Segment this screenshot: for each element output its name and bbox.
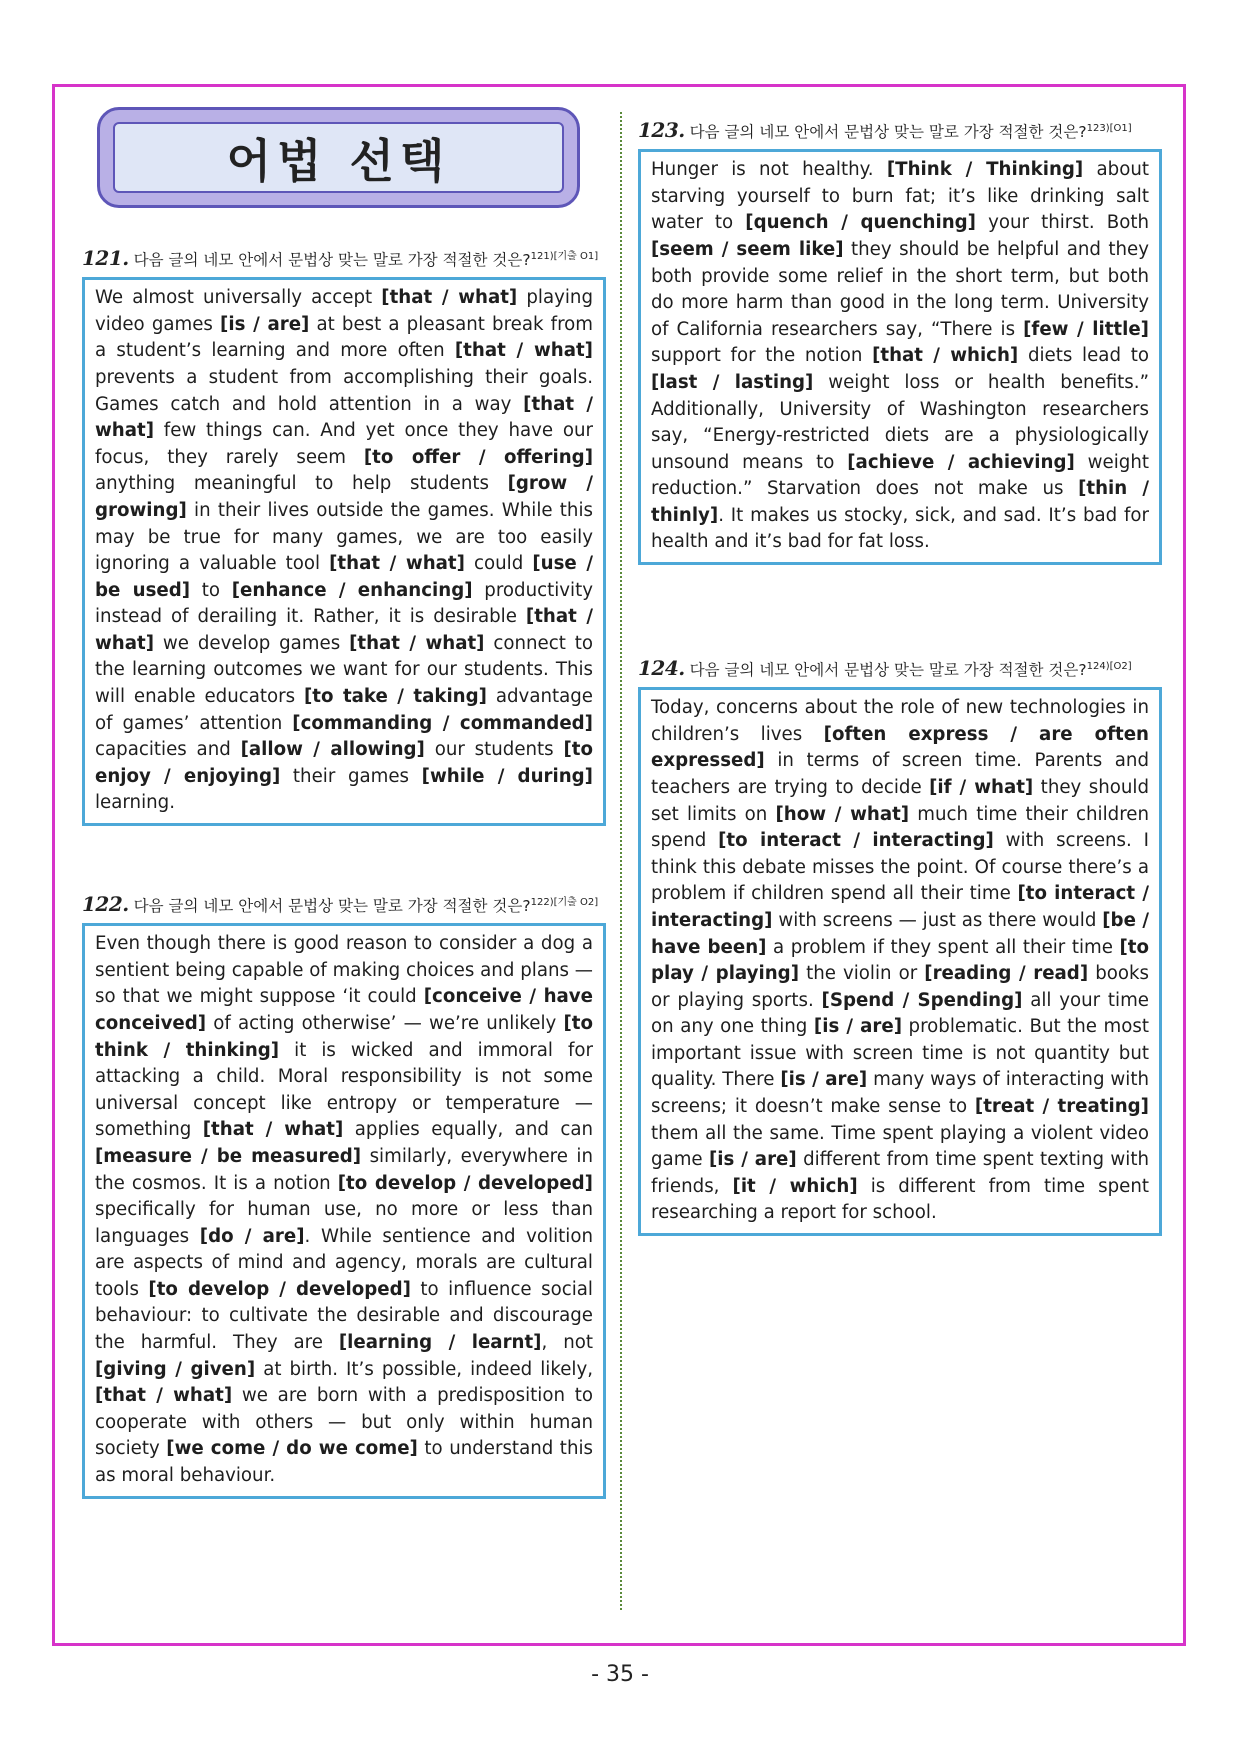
grammar-choice: [be / have been] xyxy=(651,909,1149,958)
passage-box xyxy=(638,687,1162,1236)
passage-text: , not xyxy=(541,1332,593,1354)
grammar-choice: [to interact / interacting] xyxy=(651,883,1149,931)
grammar-choice: [is / are] xyxy=(220,313,310,335)
question-number: 121. xyxy=(82,246,129,271)
passage-text: our students xyxy=(424,739,564,761)
grammar-choice: [is / are] xyxy=(780,1069,868,1091)
passage-box xyxy=(82,277,606,826)
passage-text: diets lead to xyxy=(1018,345,1149,367)
passage-text: specifically for human use, no more or less than languages xyxy=(95,1199,593,1247)
grammar-choice: [to develop / developed] xyxy=(148,1278,411,1300)
passage-text: the violin or xyxy=(799,963,925,985)
question-number: 122. xyxy=(82,892,129,917)
grammar-choice: [thin / thinly] xyxy=(651,478,1149,526)
grammar-choice: [Spend / Spending] xyxy=(821,989,1023,1011)
grammar-choice: [enhance / enhancing] xyxy=(231,579,473,601)
grammar-choice: [treat / treating] xyxy=(974,1096,1149,1118)
passage-text: of acting otherwise’ — we’re unlikely xyxy=(206,1012,564,1034)
passage-text: advantage of games’ attention xyxy=(95,686,594,734)
passage-text: many ways of interacting with screens; it doesn’t make sense to xyxy=(651,1069,1150,1118)
passage-text: productivity instead of derailing it. Rather, it is desirable xyxy=(95,579,593,628)
passage-text: with screens. I think this debate misses the point. Of course there’s a problem if children spend all their time xyxy=(651,830,1149,905)
passage-text: they should set limits on xyxy=(651,776,1150,825)
passage-text: anything meaningful to help students xyxy=(95,473,508,495)
section-banner-inner xyxy=(113,122,564,193)
passage-text: your thirst. Both xyxy=(975,212,1149,234)
passage-box xyxy=(638,149,1162,565)
passage-text: their games xyxy=(280,765,422,787)
question-header xyxy=(638,118,1162,143)
grammar-choice: [grow / growing] xyxy=(95,473,594,521)
grammar-choice: [giving / given] xyxy=(95,1358,256,1380)
grammar-choice: [how / what] xyxy=(775,803,910,825)
grammar-choice: [to think / thinking] xyxy=(95,1012,593,1061)
page-number: - 35 - xyxy=(591,1662,649,1687)
passage-text: to influence social behaviour: to cultivate the desirable and discourage the harmful. They are xyxy=(95,1278,593,1354)
grammar-choice: [we come / do we come] xyxy=(166,1438,418,1460)
grammar-choice: [to enjoy / enjoying] xyxy=(95,739,593,787)
passage-text: about starving yourself to burn fat; it’s like drinking salt water to xyxy=(651,159,1149,234)
question-prompt: 다음 글의 네모 안에서 문법상 맞는 말로 가장 적절한 것은? xyxy=(133,897,531,916)
grammar-choice: [that / what] xyxy=(95,393,593,442)
grammar-choice: [often express / are often expressed] xyxy=(651,723,1150,772)
passage-text: different from time spent texting with friends, xyxy=(651,1149,1149,1197)
passage-text: few things can. And yet once they have our focus, they rarely seem xyxy=(95,420,593,468)
question-ref: 121)[기출 O1] xyxy=(530,251,599,262)
grammar-choice: [that / what] xyxy=(202,1119,344,1141)
passage-text: Even though there is good reason to consider a dog a sentient being capable of making choices and plans — so that we might suppose ‘it could xyxy=(95,933,593,1008)
passage-text: playing video games xyxy=(95,287,594,335)
grammar-choice: [that / which] xyxy=(872,345,1019,367)
passage-text: with screens — just as there would xyxy=(772,909,1103,931)
grammar-choice: [allow / allowing] xyxy=(240,739,425,761)
grammar-choice: [quench / quenching] xyxy=(745,212,976,234)
question-ref: 123)[O1] xyxy=(1086,123,1132,134)
grammar-choice: [conceive / have conceived] xyxy=(95,986,594,1034)
grammar-choice: [achieve / achieving] xyxy=(847,451,1075,473)
passage-text: . It makes us stocky, sick, and sad. It’s bad for health and it’s bad for fat loss. xyxy=(651,504,1149,553)
question-header xyxy=(82,246,606,271)
passage-text: support for the notion xyxy=(651,345,873,367)
passage-text: problematic. But the most important issue with screen time is not quantity but quality. There xyxy=(651,1016,1149,1091)
passage-text: much time their children spend xyxy=(651,803,1149,852)
passage-text: them all the same. Time spent playing a violent video game xyxy=(651,1122,1149,1171)
section-banner xyxy=(97,107,580,208)
grammar-choice: [that / what] xyxy=(95,606,593,654)
passage-text: in terms of screen time. Parents and teachers are trying to decide xyxy=(651,750,1149,798)
passage-text: at birth. It’s possible, indeed likely, xyxy=(255,1358,593,1380)
passage-text: weight loss or health benefits.” Additionally, University of Washington researchers say, “Energy-restricted diets are a physiologically unsound means to xyxy=(651,371,1149,473)
passage-text: Today, concerns about the role of new technologies in children’s lives xyxy=(651,697,1149,745)
grammar-choice: [few / little] xyxy=(1023,318,1149,340)
question-number: 124. xyxy=(638,656,685,681)
grammar-choice: [reading / read] xyxy=(924,963,1089,985)
passage-text: capacities and xyxy=(95,739,241,761)
passage-text: We almost universally accept xyxy=(95,287,382,309)
passage-text: in their lives outside the games. While this may be true for many games, we are too easily ignoring a valuable tool xyxy=(95,499,593,575)
grammar-choice: [measure / be measured] xyxy=(95,1145,362,1167)
grammar-choice: [last / lasting] xyxy=(651,371,814,393)
question-ref: 124)[O2] xyxy=(1086,661,1132,672)
question-number: 123. xyxy=(638,118,685,143)
passage-text: similarly, everywhere in the cosmos. It is a notion xyxy=(95,1145,593,1194)
grammar-choice: [to interact / interacting] xyxy=(718,830,994,852)
question-124 xyxy=(638,656,1162,1236)
grammar-choice: [seem / seem like] xyxy=(651,238,844,260)
passage-text: learning. xyxy=(95,792,175,814)
passage-text: we are born with a predisposition to cooperate with others — but only within human society xyxy=(95,1385,593,1460)
grammar-choice: [if / what] xyxy=(929,776,1034,798)
passage-text: is different from time spent researching a report for school. xyxy=(651,1175,1150,1224)
grammar-choice: [is / are] xyxy=(813,1016,903,1038)
passage-text: could xyxy=(464,553,533,575)
passage-text: to xyxy=(190,579,232,601)
grammar-choice: [that / what] xyxy=(454,340,593,362)
question-122 xyxy=(82,892,606,1499)
grammar-choice: [is / are] xyxy=(708,1149,797,1171)
passage-text: weight reduction.” Starvation does not make us xyxy=(651,451,1149,500)
passage-text: Hunger is not healthy. xyxy=(651,159,887,181)
grammar-choice: [that / what] xyxy=(381,287,518,309)
grammar-choice: [that / what] xyxy=(349,632,485,654)
passage-text: applies equally, and can xyxy=(343,1119,594,1141)
grammar-choice: [do / are] xyxy=(199,1225,305,1247)
passage-text: prevents a student from accomplishing their goals. Games catch and hold attention in a way xyxy=(95,366,593,415)
passage-text: they should be helpful and they both provide some relief in the short term, but both do more harm than good in the long term. University of California researchers say, “There is xyxy=(651,238,1149,340)
grammar-choice: [to play / playing] xyxy=(651,936,1149,985)
passage-box xyxy=(82,923,606,1498)
grammar-choice: [Think / Thinking] xyxy=(886,159,1084,181)
question-header xyxy=(82,892,606,917)
passage-text: we develop games xyxy=(154,632,350,654)
question-123 xyxy=(638,118,1162,565)
grammar-choice: [while / during] xyxy=(421,765,593,787)
passage-text: it is wicked and immoral for attacking a child. Moral responsibility is not some universal concept like entropy or temperature — something xyxy=(95,1039,593,1141)
question-prompt: 다음 글의 네모 안에서 문법상 맞는 말로 가장 적절한 것은? xyxy=(133,251,531,270)
grammar-choice: [to take / taking] xyxy=(304,686,487,708)
section-title: 어법 선택 xyxy=(226,133,451,188)
passage-text: connect to the learning outcomes we want for our students. This will enable educators xyxy=(95,632,593,708)
question-prompt: 다음 글의 네모 안에서 문법상 맞는 말로 가장 적절한 것은? xyxy=(689,661,1087,680)
passage-text: to understand this as moral behaviour. xyxy=(95,1438,593,1487)
grammar-choice: [learning / learnt] xyxy=(338,1332,542,1354)
grammar-choice: [use / be used] xyxy=(95,553,593,601)
grammar-choice: [to offer / offering] xyxy=(363,446,594,468)
column-divider xyxy=(620,112,622,1610)
grammar-choice: [it / which] xyxy=(732,1175,858,1197)
passage-text: . While sentience and volition are aspects of mind and agency, morals are cultural tools xyxy=(95,1225,593,1300)
question-121 xyxy=(82,246,606,826)
passage-text: books or playing sports. xyxy=(651,963,1150,1011)
grammar-choice: [that / what] xyxy=(329,553,465,575)
passage-text: all your time on any one thing xyxy=(651,989,1149,1038)
grammar-choice: [to develop / developed] xyxy=(337,1172,593,1194)
question-prompt: 다음 글의 네모 안에서 문법상 맞는 말로 가장 적절한 것은? xyxy=(689,123,1087,142)
grammar-choice: [commanding / commanded] xyxy=(292,712,593,734)
question-ref: 122)[기출 O2] xyxy=(530,897,599,908)
passage-text: at best a pleasant break from a student’s learning and more often xyxy=(95,313,593,362)
passage-text: a problem if they spent all their time xyxy=(766,936,1120,958)
question-header xyxy=(638,656,1162,681)
grammar-choice: [that / what] xyxy=(95,1385,233,1407)
